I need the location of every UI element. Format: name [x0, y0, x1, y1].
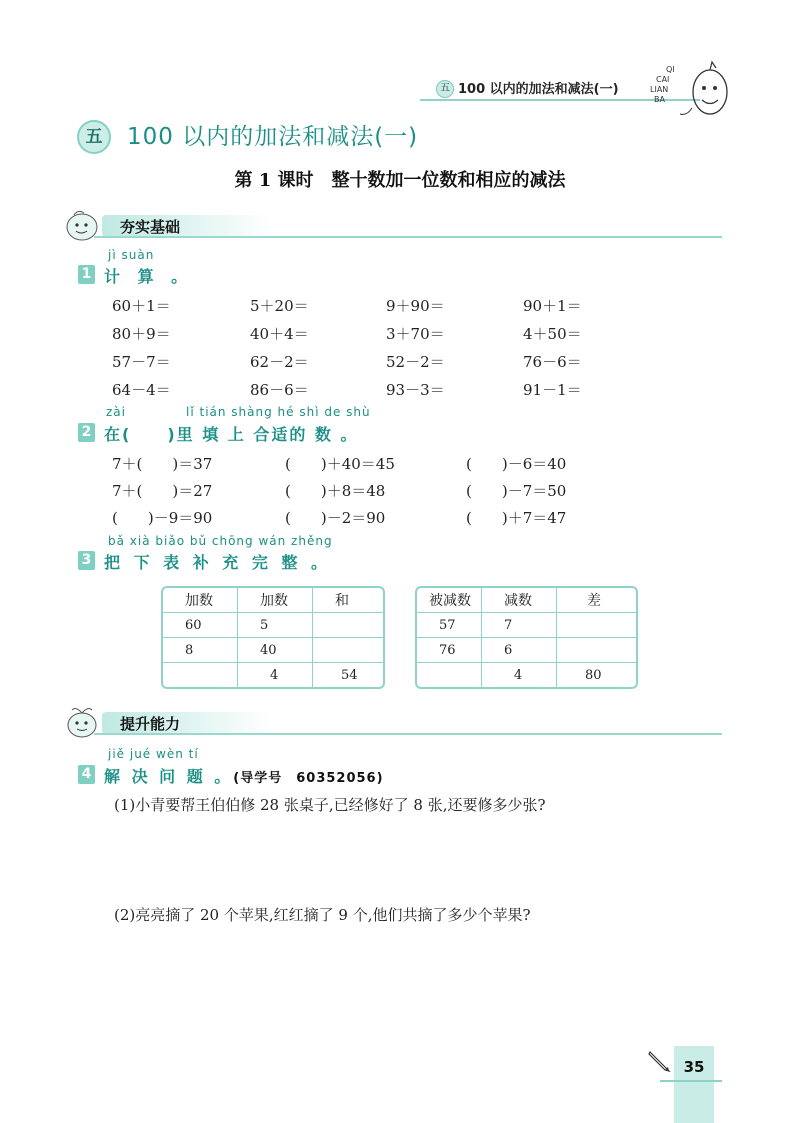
q2-number: 2: [78, 423, 95, 442]
table-header: 减数: [482, 588, 557, 613]
table-cell-blank[interactable]: [313, 613, 383, 638]
q1-number: 1: [78, 265, 95, 284]
table-cell: 7: [482, 613, 557, 638]
table-cell: 5: [238, 613, 313, 638]
q1-problem: 5＋20＝: [250, 297, 309, 315]
q2-pinyin-b: lǐ tián shàng hé shì de shù: [186, 405, 371, 419]
header-chapter-badge: 五: [436, 80, 454, 98]
q1-problem: 80＋9＝: [112, 325, 171, 343]
q4-guide-number: (导学号 60352056): [233, 771, 384, 786]
addition-table: [161, 586, 385, 689]
q1-problem: 57－7＝: [112, 353, 171, 371]
q3-pinyin: bǎ xià biǎo bǔ chōng wán zhěng: [108, 534, 333, 548]
q2-problem: ( )－2＝90: [285, 509, 386, 527]
q4-instruction-text: 解 决 问 题 。: [104, 767, 234, 786]
table-cell-blank[interactable]: [557, 613, 636, 638]
logo-letters-2: CAI: [656, 75, 670, 84]
q4-number: 4: [78, 765, 95, 784]
q1-problem: 93－3＝: [386, 381, 445, 399]
table-cell: 80: [585, 667, 602, 683]
section-title-basic: 夯实基础: [120, 218, 181, 236]
q2-instruction: 在( )里 填 上 合适的 数 。: [104, 425, 359, 444]
table-cell: 8: [163, 638, 238, 663]
q1-problem: 3＋70＝: [386, 325, 445, 343]
logo-letters-4: BA: [654, 95, 665, 104]
q3-instruction: 把 下 表 补 充 完 整 。: [104, 553, 331, 572]
table-cell: 6: [482, 638, 557, 663]
q1-instruction: 计 算 。: [104, 267, 194, 286]
q2-problem: ( )－6＝40: [466, 455, 567, 473]
table-header: 被减数: [417, 588, 482, 613]
table-cell-blank[interactable]: [163, 663, 238, 687]
table-header: 加数: [238, 588, 313, 613]
q1-problem: 40＋4＝: [250, 325, 309, 343]
section-banner-advanced: [62, 708, 722, 742]
q1-problem: 9＋90＝: [386, 297, 445, 315]
q2-pinyin-a: zài: [106, 405, 126, 419]
q2-problem: 7＋( )＝27: [112, 482, 213, 500]
table-cell: 40: [238, 638, 313, 663]
q3-number: 3: [78, 551, 95, 570]
q1-problem: 60＋1＝: [112, 297, 171, 315]
table-cell: 54: [341, 667, 358, 683]
table-header: 差: [557, 588, 636, 613]
q1-problem: 91－1＝: [523, 381, 582, 399]
header-running-title: 100 以内的加法和减法(一): [458, 82, 619, 97]
table-cell: 76: [417, 638, 482, 663]
q1-problem: 64－4＝: [112, 381, 171, 399]
q1-pinyin: jì suàn: [108, 248, 155, 262]
table-header: 和: [313, 588, 383, 613]
q2-problem: ( )＋40＝45: [285, 455, 395, 473]
chapter-title: 100 以内的加法和减法(一): [127, 124, 419, 150]
q1-problem: 52－2＝: [386, 353, 445, 371]
chapter-badge: 五: [77, 120, 111, 154]
q1-problem: 86－6＝: [250, 381, 309, 399]
subtraction-table: [415, 586, 638, 689]
q2-problem: ( )－9＝90: [112, 509, 213, 527]
table-cell-blank[interactable]: [313, 638, 383, 663]
lesson-title: 第 1 课时 整十数加一位数和相应的减法: [234, 170, 566, 191]
q2-problem: ( )－7＝50: [466, 482, 567, 500]
logo-letters-3: LIAN: [650, 85, 669, 94]
table-header: 加数: [163, 588, 238, 613]
table-cell: 60: [163, 613, 238, 638]
qicailianba-logo-icon: [632, 52, 732, 122]
q1-problem: 76－6＝: [523, 353, 582, 371]
q2-problem: ( )＋7＝47: [466, 509, 567, 527]
page-number: 35: [683, 1058, 705, 1076]
q2-problem: 7＋( )＝37: [112, 455, 213, 473]
logo-letters-1: QI: [666, 65, 675, 74]
word-problem-2: (2)亮亮摘了 20 个苹果,红红摘了 9 个,他们共摘了多少个苹果?: [114, 906, 531, 924]
q1-problem: 90＋1＝: [523, 297, 582, 315]
page-number-line: [660, 1080, 722, 1082]
q2-problem: ( )＋8＝48: [285, 482, 386, 500]
q1-problem: 4＋50＝: [523, 325, 582, 343]
q4-pinyin: jiě jué wèn tí: [108, 747, 199, 761]
section-banner-basic: [62, 211, 722, 245]
section-title-advanced: 提升能力: [120, 715, 181, 733]
table-cell-blank[interactable]: [417, 663, 482, 687]
word-problem-1: (1)小青要帮王伯伯修 28 张桌子,已经修好了 8 张,还要修多少张?: [114, 796, 546, 814]
table-cell: 4: [482, 663, 557, 687]
q4-instruction: [104, 764, 384, 787]
q1-problem: 62－2＝: [250, 353, 309, 371]
pencil-icon: [646, 1048, 672, 1074]
table-cell: 57: [417, 613, 482, 638]
table-cell-blank[interactable]: [557, 638, 636, 663]
table-cell: 4: [238, 663, 313, 687]
